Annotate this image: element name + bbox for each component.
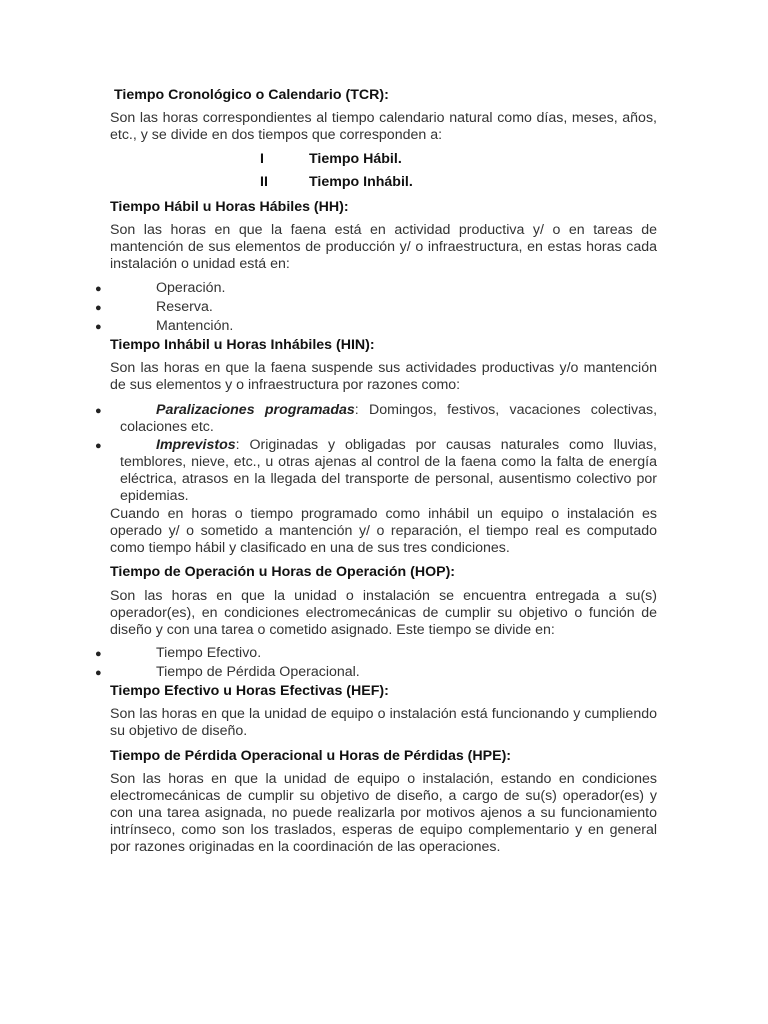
tcr-paragraph: Son las horas correspondientes al tiempo calendario natural como días, meses, años, etc., y se divide en dos tiempos que corresponden a: <box>110 110 657 143</box>
hin-heading: Tiempo Inhábil u Horas Inhábiles (HIN): <box>110 337 375 353</box>
bullet-icon: ● <box>95 648 102 660</box>
hin-bullet-2 <box>120 437 657 505</box>
hef-paragraph: Son las horas en que la unidad de equipo o instalación está funcionando y cumpliendo su objetivo de diseño. <box>110 706 657 739</box>
hop-bullet-2: Tiempo de Pérdida Operacional. <box>156 664 360 680</box>
hh-bullet-1: Operación. <box>156 280 226 296</box>
hop-paragraph: Son las horas en que la unidad o instalación se encuentra entregada a su(s) operador(es), en condiciones electromecánicas de cumplir su objetivo o función de diseño y con una tarea o cometido asignado. Este tiempo se divide en: <box>110 588 657 638</box>
hpe-paragraph: Son las horas en que la unidad de equipo o instalación, estando en condiciones electromecánicas de cumplir su objetivo de diseño, a cargo de su(s) operador(es) y con una tarea asignada, no puede realizarla por motivos ajenos a su funcionamiento intrínseco, como son los traslados, esperas de equipo complementario y en general por razones originadas en la coordinación de las operaciones. <box>110 771 657 855</box>
tcr-list-label-2: Tiempo Inhábil. <box>309 174 413 190</box>
tcr-list-num-1: I <box>260 151 264 167</box>
hh-heading: Tiempo Hábil u Horas Hábiles (HH): <box>110 199 349 215</box>
hef-heading: Tiempo Efectivo u Horas Efectivas (HEF): <box>110 683 389 699</box>
tcr-list-label-1: Tiempo Hábil. <box>309 151 402 167</box>
bullet-icon: ● <box>95 283 102 295</box>
hpe-heading: Tiempo de Pérdida Operacional u Horas de Pérdidas (HPE): <box>110 748 512 764</box>
hin-bullet-1-term: Paralizaciones programadas <box>156 402 355 418</box>
hin-bullet-1-text: : Domingos, festivos, vacaciones colectivas, colaciones etc. <box>120 402 658 435</box>
bullet-icon: ● <box>95 302 102 314</box>
hin-paragraph: Son las horas en que la faena suspende sus actividades productivas y/o mantención de sus elementos y o infraestructura por razones como: <box>110 360 657 393</box>
tcr-list-num-2: II <box>260 174 268 190</box>
hh-bullet-3: Mantención. <box>156 318 234 334</box>
hop-bullet-1: Tiempo Efectivo. <box>156 645 262 661</box>
hin-note: Cuando en horas o tiempo programado como inhábil un equipo o instalación es operado y/ o sometido a mantención y/ o reparación, el tiempo real es computado como tiempo hábil y clasificado en una de sus tres condiciones. <box>110 506 657 556</box>
hop-heading: Tiempo de Operación u Horas de Operación (HOP): <box>110 564 456 580</box>
hin-bullet-2-term: Imprevistos <box>156 437 236 453</box>
hin-bullet-1 <box>120 402 657 436</box>
tcr-heading: Tiempo Cronológico o Calendario (TCR): <box>114 87 389 103</box>
hh-paragraph: Son las horas en que la faena está en actividad productiva y/ o en tareas de mantención de sus elementos de producción y/ o infraestructura, en estas horas cada instalación o unidad está en: <box>110 222 657 272</box>
bullet-icon: ● <box>95 321 102 333</box>
hh-bullet-2: Reserva. <box>156 299 213 315</box>
bullet-icon: ● <box>95 405 102 417</box>
bullet-icon: ● <box>95 440 102 452</box>
hin-bullet-2-text: : Originadas y obligadas por causas naturales como lluvias, temblores, nieve, etc., u otras ajenas al control de la faena como la falta de energía eléctrica, atrasos en la llegada del transporte de personal, ausentismo colectivo por epidemias. <box>120 437 657 504</box>
bullet-icon: ● <box>95 667 102 679</box>
